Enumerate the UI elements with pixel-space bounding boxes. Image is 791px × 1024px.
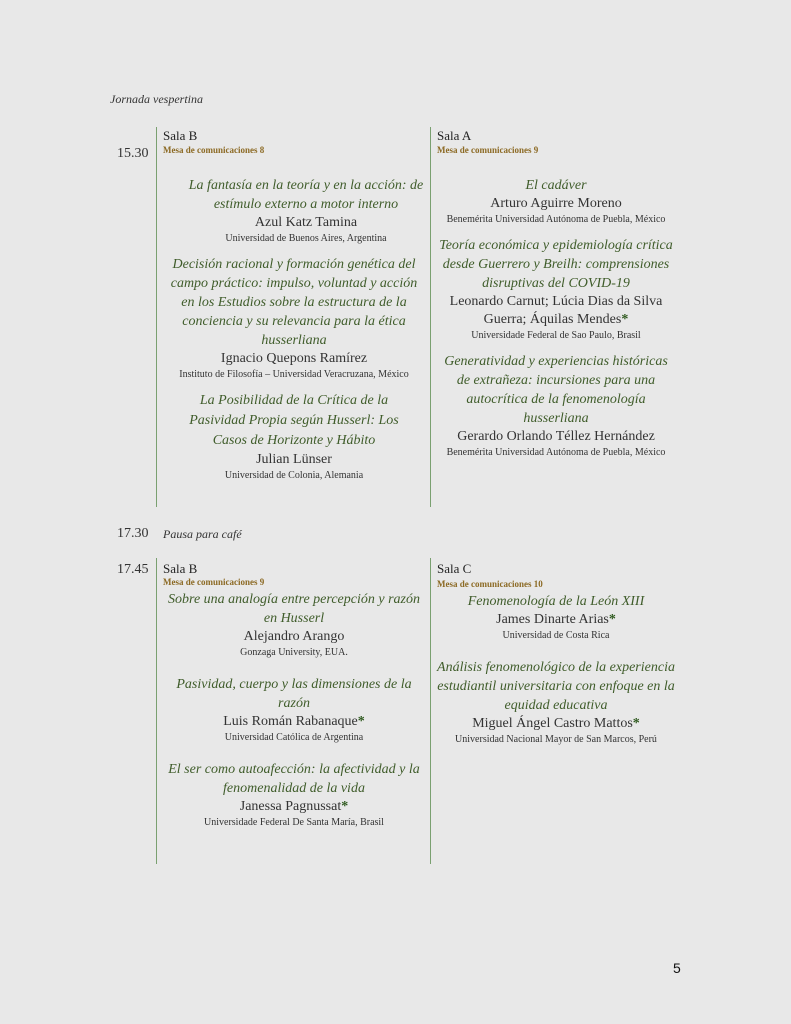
talk-title: Sobre una analogía entre percepción y razón en Husserl	[168, 592, 420, 626]
talk-item	[163, 255, 425, 381]
talk-title: Decisión racional y formación genética del campo práctico: impulso, voluntad y acción en los Estudios sobre la estructura de la conciencia y su relevancia para la ética husserliana	[170, 257, 418, 348]
talk-item	[163, 391, 425, 482]
panel-label: Mesa de comunicaciones 9	[437, 145, 539, 155]
room-label: Sala B	[163, 561, 198, 576]
panel-label: Mesa de comunicaciones 8	[163, 145, 265, 155]
panel-label: Mesa de comunicaciones 10	[437, 579, 543, 589]
talk-item	[163, 760, 425, 829]
asterisk-icon: *	[632, 716, 640, 731]
talk-author: James Dinarte Arias	[496, 612, 609, 627]
asterisk-icon: *	[621, 312, 629, 327]
talk-list	[163, 176, 425, 482]
talk-author: Miguel Ángel Castro Mattos	[472, 716, 633, 731]
talk-item	[163, 590, 425, 659]
talk-item	[437, 352, 675, 459]
talk-title: Generatividad y experiencias históricas de extrañeza: incursiones para una autocrítica de la fenomenología husserliana	[444, 354, 668, 426]
talk-item	[437, 176, 675, 226]
talk-title: La Posibilidad de la Crítica de la Pasividad Propia según Husserl: Los Casos de Horizonte y Hábito	[189, 393, 399, 448]
talk-institution: Gonzaga University, EUA.	[240, 647, 348, 658]
talk-title: La fantasía en la teoría y en la acción: de estímulo externo a motor interno	[188, 178, 424, 212]
talk-list	[437, 176, 675, 459]
talk-title: Análisis fenomenológico de la experiencia estudiantil universitaria con enfoque en la equidad educativa	[437, 660, 675, 713]
talk-item	[163, 176, 425, 245]
panel-label: Mesa de comunicaciones 9	[163, 577, 265, 587]
talk-institution: Universidad Nacional Mayor de San Marcos, Perú	[455, 734, 657, 745]
talk-author: Leonardo Carnut; Lúcia Dias da Silva Guerra; Áquilas Mendes	[449, 294, 663, 327]
time-slot-2: 17.45	[117, 562, 149, 577]
talk-item	[163, 675, 425, 744]
talk-title: El cadáver	[525, 178, 587, 193]
talk-author: Julian Lünser	[256, 452, 332, 467]
talk-author: Arturo Aguirre Moreno	[490, 196, 622, 211]
middle-divider	[430, 127, 431, 507]
time-slot-1: 15.30	[117, 146, 149, 161]
talk-title: Fenomenología de la León XIII	[467, 594, 645, 609]
talk-institution: Universidad de Colonia, Alemania	[224, 470, 364, 481]
talk-title: Teoría económica y epidemiología crítica desde Guerrero y Breilh: comprensiones disruptivas del COVID-19	[439, 238, 673, 291]
asterisk-icon: *	[341, 799, 349, 814]
page-number: 5	[673, 960, 681, 976]
room-label: Sala A	[437, 128, 472, 143]
room-label: Sala C	[437, 561, 472, 576]
left-divider	[156, 127, 157, 507]
talk-institution: Universidad de Buenos Aires, Argentina	[225, 233, 387, 244]
talk-list	[163, 590, 425, 829]
asterisk-icon: *	[608, 612, 616, 627]
talk-institution: Benemérita Universidad Autónoma de Puebla, México	[446, 214, 666, 225]
talk-author: Ignacio Quepons Ramírez	[220, 351, 368, 366]
talk-item	[437, 592, 675, 642]
talk-item	[437, 236, 675, 342]
room-label: Sala B	[163, 128, 198, 143]
talk-institution: Benemérita Universidad Autónoma de Puebla, México	[446, 447, 666, 458]
talk-author: Luis Román Rabanaque	[223, 714, 358, 729]
talk-author: Gerardo Orlando Téllez Hernández	[457, 429, 655, 444]
talk-author: Alejandro Arango	[243, 629, 345, 644]
middle-divider	[430, 558, 431, 864]
talk-institution: Universidad de Costa Rica	[502, 630, 610, 641]
break-label: Pausa para café	[163, 527, 242, 541]
asterisk-icon: *	[357, 714, 365, 729]
talk-institution: Universidad Católica de Argentina	[224, 732, 364, 743]
session-heading: Jornada vespertina	[110, 92, 203, 106]
talk-institution: Universidade Federal De Santa María, Brasil	[204, 817, 384, 828]
talk-title: El ser como autoafección: la afectividad y la fenomenalidad de la vida	[168, 762, 420, 796]
talk-author: Azul Katz Tamina	[254, 215, 358, 230]
time-slot-break: 17.30	[117, 526, 149, 541]
left-divider	[156, 558, 157, 864]
talk-institution: Instituto de Filosofía – Universidad Veracruzana, México	[179, 369, 409, 380]
talk-author: Janessa Pagnussat	[239, 799, 342, 814]
talk-list	[437, 592, 675, 746]
talk-item	[437, 658, 675, 746]
talk-institution: Universidade Federal de Sao Paulo, Brasil	[471, 330, 641, 341]
talk-title: Pasividad, cuerpo y las dimensiones de la razón	[176, 677, 412, 711]
